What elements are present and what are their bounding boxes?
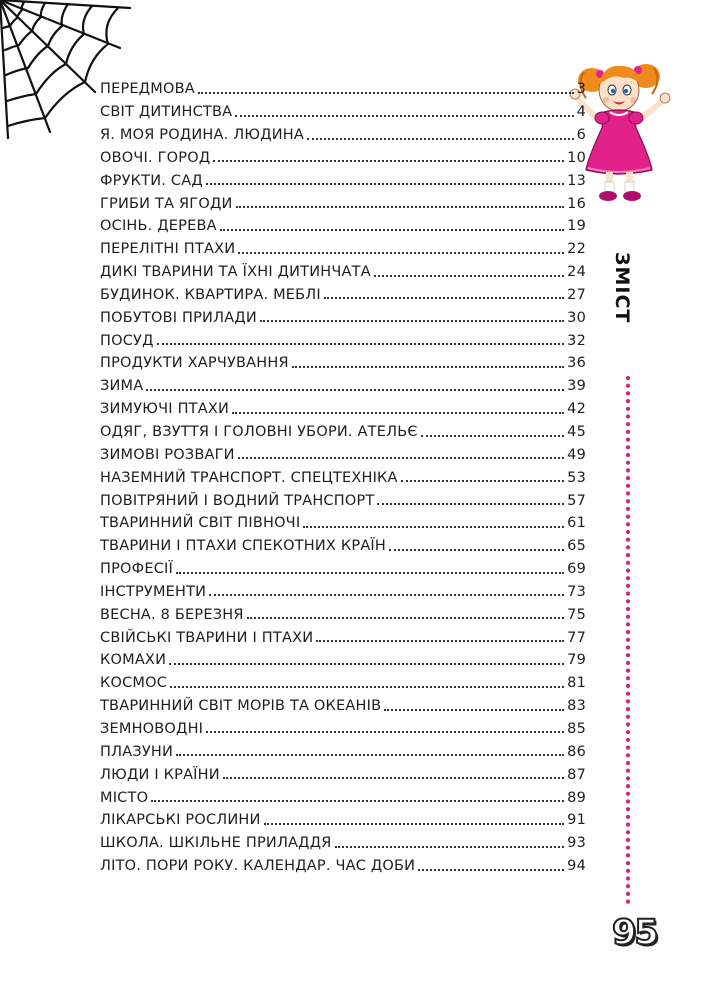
accent-dot [626,676,630,680]
toc-entry-page: 24 [567,264,586,281]
accent-dot [626,607,630,611]
toc-entry-page: 16 [567,195,586,212]
toc-entry-title: ПРОДУКТИ ХАРЧУВАННЯ [100,355,289,372]
toc-entry [100,257,586,280]
accent-dot [626,807,630,811]
toc-entry-page: 45 [567,424,586,440]
accent-dot [626,422,630,426]
toc-leader-dots [223,777,564,779]
toc-leader-dots [236,206,565,208]
toc-entry [100,325,586,348]
toc-leader-dots [303,526,564,528]
toc-entry [100,394,586,417]
toc-leader-dots [316,640,564,642]
toc-leader-dots [151,800,564,802]
toc-entry-page: 22 [567,241,586,258]
toc-leader-dots [238,457,564,459]
toc-entry-page: 83 [567,698,586,715]
toc-entry-title: ЗЕМНОВОДНІ [100,720,204,737]
accent-dot [626,507,630,511]
toc-entry-page: 30 [567,309,586,326]
toc-entry-title: ТВАРИНИ І ПТАХИ СПЕКОТНИХ КРАЇН [100,538,387,555]
toc-entry-title: ОДЯГ, ВЗУТТЯ І ГОЛОВНІ УБОРИ. АТЕЛЬЄ [100,424,418,440]
toc-entry [100,554,586,577]
accent-dot [626,445,630,449]
toc-entry [100,280,586,303]
toc-entry [100,805,586,828]
toc-entry-title: ЛЮДИ І КРАЇНИ [100,766,220,783]
accent-dot [626,892,630,896]
accent-dot [626,630,630,634]
accent-dot [626,853,630,857]
accent-dot [626,707,630,711]
toc-entry [100,234,586,257]
toc-leader-dots [209,594,564,596]
toc-entry-page: 61 [567,515,586,532]
toc-entry-title: Я. МОЯ РОДИНА. ЛЮДИНА [100,127,305,144]
accent-dot [626,645,630,649]
toc-leader-dots [324,297,564,299]
page-number: 95 [612,913,657,953]
toc-entry [100,531,586,554]
accent-dot [626,823,630,827]
accent-dot [626,792,630,796]
toc-entry [100,462,586,485]
toc-entry-title: НАЗЕМНИЙ ТРАНСПОРТ. СПЕЦТЕХНІКА [100,469,398,486]
toc-entry-title: ЗИМОВІ РОЗВАГИ [100,446,235,463]
toc-entry [100,371,586,394]
toc-leader-dots [260,320,564,322]
toc-entry [100,828,586,851]
toc-entry-page: 77 [567,629,586,646]
accent-dot [626,769,630,773]
toc-entry-page: 65 [567,538,586,555]
toc-entry [100,417,586,440]
toc-entry-title: ШКОЛА. ШКІЛЬНЕ ПРИЛАДДЯ [100,835,332,852]
toc-leader-dots [389,549,564,551]
toc-entry [100,599,586,622]
accent-dot [626,491,630,495]
accent-dot [626,876,630,880]
toc-leader-dots [264,823,565,825]
accent-dot [626,461,630,465]
accent-dot [626,615,630,619]
toc-leader-dots [169,663,564,665]
accent-dot [626,784,630,788]
toc-entry [100,211,586,234]
accent-dot [626,484,630,488]
toc-leader-dots [176,572,564,574]
toc-entry-title: ПЕРЕЛІТНІ ПТАХИ [100,241,236,258]
accent-dot [626,545,630,549]
toc-entry [100,120,586,143]
toc-leader-dots [307,138,574,140]
accent-dot [626,576,630,580]
toc-leader-dots [374,275,564,277]
toc-leader-dots [292,366,564,368]
toc-entry-title: ПЕРЕДМОВА [100,81,195,98]
toc-leader-dots [235,115,573,117]
toc-leader-dots [418,869,564,871]
toc-entry-title: СВІТ ДИТИНСТВА [100,104,233,121]
accent-dot [626,407,630,411]
toc-entry-page: 69 [567,561,586,578]
toc-entry [100,645,586,668]
toc-entry [100,165,586,188]
accent-dot [626,776,630,780]
toc-entry [100,348,586,371]
accent-dot [626,753,630,757]
accent-dot [626,884,630,888]
toc-entry-title: ЛІКАРСЬКІ РОСЛИНИ [100,812,261,829]
accent-dot [626,438,630,442]
accent-dot [626,799,630,803]
accent-dot [626,414,630,418]
toc-leader-dots [206,731,564,733]
accent-dot [626,838,630,842]
accent-dot [626,476,630,480]
toc-entry [100,782,586,805]
toc-leader-dots [377,503,564,505]
toc-entry [100,691,586,714]
accent-dot [626,391,630,395]
toc-leader-dots [220,229,564,231]
toc-entry-title: ОВОЧІ. ГОРОД [100,149,211,166]
toc-entry-title: ГРИБИ ТА ЯГОДИ [100,195,233,212]
toc-leader-dots [335,846,565,848]
toc-leader-dots [384,709,564,711]
toc-entry-title: СВІЙСЬКІ ТВАРИНИ І ПТАХИ [100,629,314,646]
toc-entry-title: МІСТО [100,789,149,806]
toc-entry-title: КОМАХИ [100,652,167,669]
toc-entry [100,736,586,759]
accent-dot [626,684,630,688]
toc-leader-dots [213,160,564,162]
toc-entry [100,188,586,211]
toc-entry-title: ВЕСНА. 8 БЕРЕЗНЯ [100,606,244,623]
toc-entry-page: 4 [576,104,586,121]
toc-entry-page: 36 [567,355,586,372]
toc-leader-dots [206,183,564,185]
section-title: ЗМІСТ [611,252,633,324]
toc-entry [100,577,586,600]
accent-dot [626,661,630,665]
toc-leader-dots [170,686,564,688]
toc-entry-page: 87 [567,766,586,783]
table-of-contents [100,74,586,874]
toc-entry-page: 53 [567,469,586,486]
accent-dot [626,900,630,904]
toc-entry [100,485,586,508]
toc-entry-title: БУДИНОК. КВАРТИРА. МЕБЛІ [100,286,321,303]
accent-dot [626,730,630,734]
toc-leader-dots [146,389,564,391]
decorative-dotted-line [622,374,634,908]
toc-entry-page: 49 [567,446,586,463]
accent-dot [626,638,630,642]
accent-dot [626,669,630,673]
accent-dot [626,499,630,503]
toc-entry-page: 27 [567,286,586,303]
accent-dot [626,453,630,457]
toc-entry-title: ЗИМА [100,378,144,395]
toc-entry-title: ТВАРИННИЙ СВІТ ПІВНОЧІ [100,515,301,532]
toc-entry-page: 86 [567,743,586,760]
accent-dot [626,861,630,865]
toc-entry-page: 75 [567,606,586,623]
toc-entry-title: ТВАРИННИЙ СВІТ МОРІВ ТА ОКЕАНІВ [100,698,382,715]
toc-entry-page: 13 [567,172,586,189]
accent-dot [626,515,630,519]
accent-dot [626,561,630,565]
toc-entry [100,714,586,737]
toc-entry-title: ПОБУТОВІ ПРИЛАДИ [100,309,257,326]
toc-leader-dots [232,412,564,414]
toc-entry-page: 73 [567,583,586,600]
toc-entry [100,302,586,325]
accent-dot [626,846,630,850]
accent-dot [626,699,630,703]
accent-dot [626,376,630,380]
accent-dot [626,653,630,657]
accent-dot [626,722,630,726]
accent-dot [626,592,630,596]
accent-dot [626,815,630,819]
accent-dot [626,692,630,696]
accent-dot [626,622,630,626]
toc-entry [100,622,586,645]
toc-entry-title: ЗИМУЮЧІ ПТАХИ [100,401,230,418]
toc-entry-title: ПОВІТРЯНИЙ І ВОДНИЙ ТРАНСПОРТ [100,492,375,509]
toc-entry-page: 10 [567,149,586,166]
toc-entry-title: ПРОФЕСІЇ [100,561,173,578]
accent-dot [626,468,630,472]
toc-leader-dots [157,343,565,345]
toc-entry-title: ЛІТО. ПОРИ РОКУ. КАЛЕНДАР. ЧАС ДОБИ [100,858,416,875]
toc-entry-page: 3 [576,81,586,98]
toc-entry-page: 93 [567,835,586,852]
toc-entry [100,143,586,166]
accent-dot [626,584,630,588]
toc-entry-page: 91 [567,812,586,829]
toc-entry-title: КОСМОС [100,675,168,692]
accent-dot [626,530,630,534]
accent-dot [626,746,630,750]
accent-dot [626,384,630,388]
toc-entry [100,440,586,463]
toc-entry-page: 57 [567,492,586,509]
accent-dot [626,599,630,603]
toc-leader-dots [247,617,565,619]
toc-entry-page: 32 [567,332,586,349]
toc-entry [100,759,586,782]
toc-leader-dots [198,92,574,94]
toc-entry-page: 79 [567,652,586,669]
accent-dot [626,538,630,542]
accent-dot [626,553,630,557]
toc-entry-page: 39 [567,378,586,395]
toc-leader-dots [238,252,564,254]
accent-dot [626,830,630,834]
toc-entry-title: ІНСТРУМЕНТИ [100,583,207,600]
toc-entry-page: 94 [567,858,586,875]
toc-entry-title: ОСІНЬ. ДЕРЕВА [100,218,217,235]
accent-dot [626,715,630,719]
toc-entry [100,851,586,874]
accent-dot [626,430,630,434]
toc-entry [100,508,586,531]
toc-entry-page: 81 [567,675,586,692]
accent-dot [626,399,630,403]
toc-leader-dots [401,480,564,482]
toc-entry-page: 85 [567,720,586,737]
toc-entry-page: 6 [576,127,586,144]
toc-leader-dots [176,754,564,756]
accent-dot [626,869,630,873]
accent-dot [626,738,630,742]
toc-entry [100,97,586,120]
toc-entry-page: 42 [567,401,586,418]
accent-dot [626,522,630,526]
toc-entry-title: ДИКІ ТВАРИНИ ТА ЇХНІ ДИТИНЧАТА [100,264,371,281]
toc-entry-page: 89 [567,789,586,806]
toc-entry-page: 19 [567,218,586,235]
toc-entry [100,668,586,691]
toc-entry-title: ПОСУД [100,332,154,349]
toc-entry-title: ПЛАЗУНИ [100,743,174,760]
toc-entry-title: ФРУКТИ. САД [100,172,203,189]
toc-entry [100,74,586,97]
accent-dot [626,761,630,765]
toc-leader-dots [421,435,564,437]
accent-dot [626,568,630,572]
